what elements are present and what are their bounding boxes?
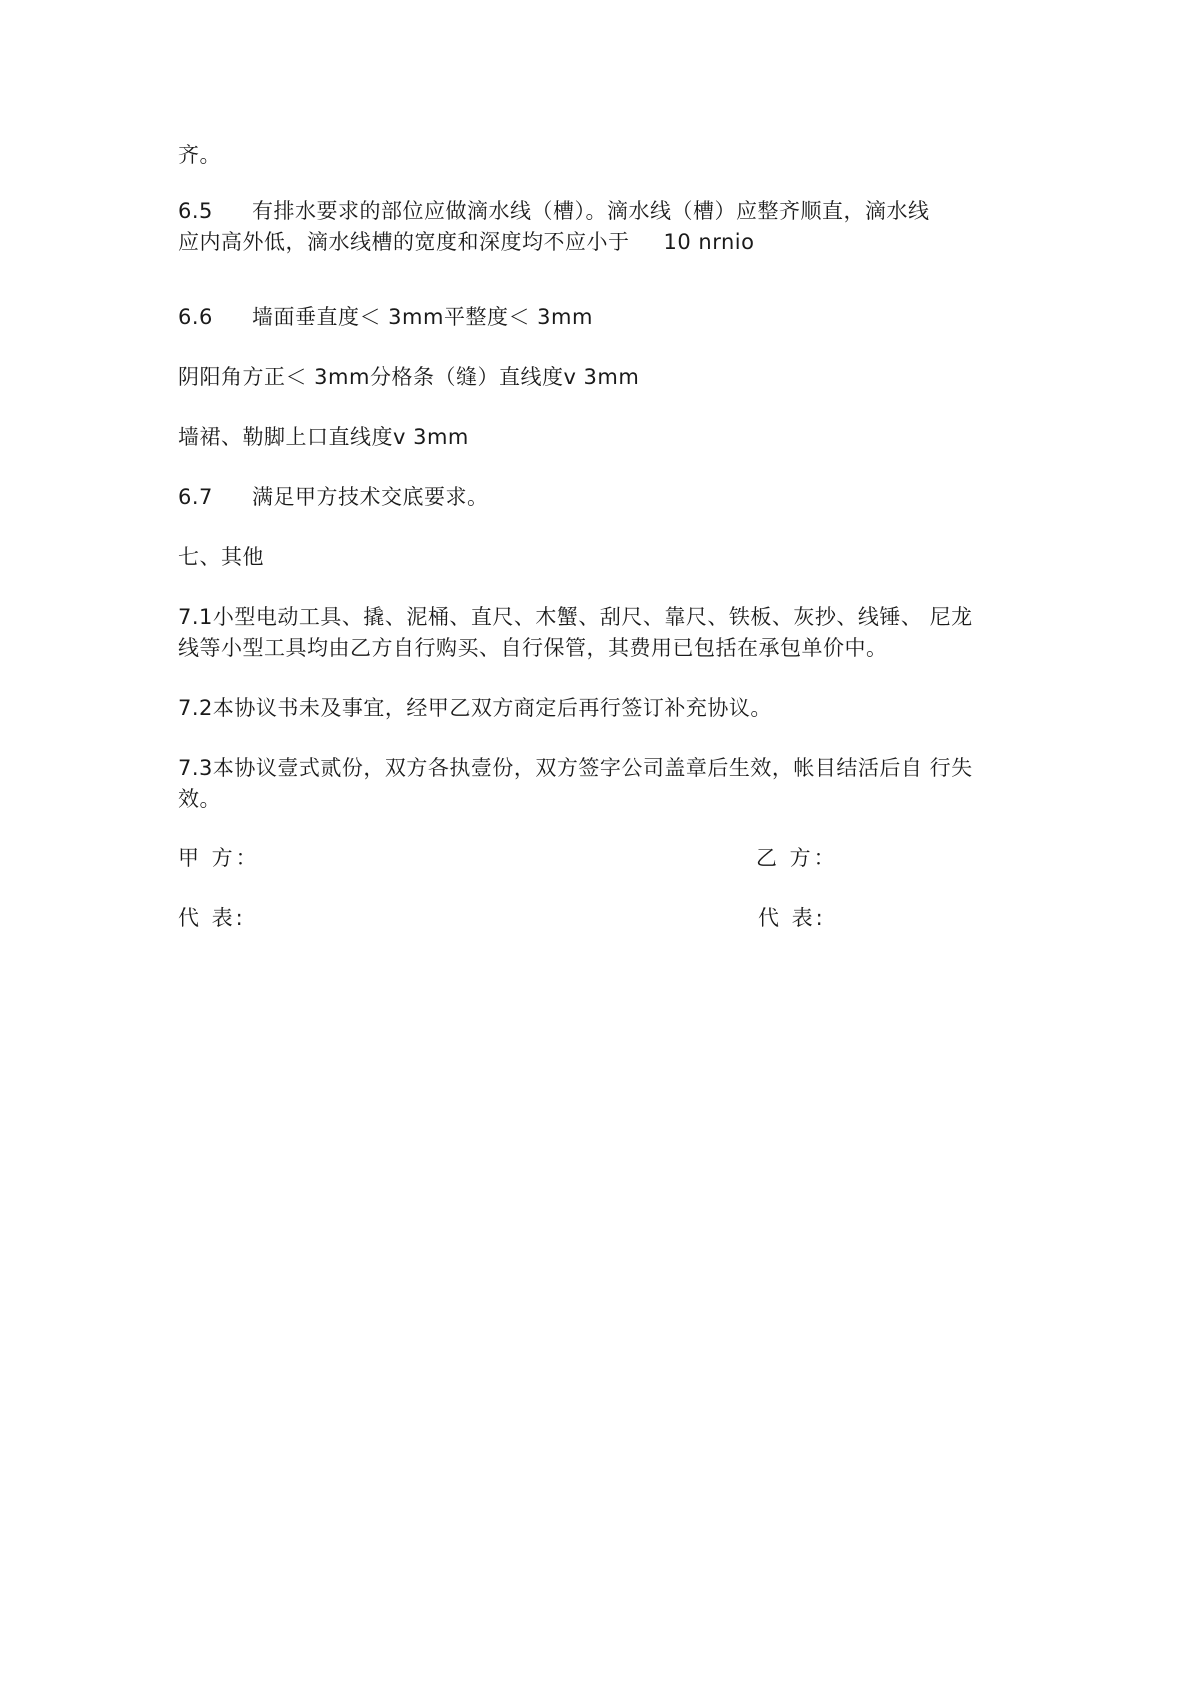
clause-6-5-continued	[178, 227, 754, 257]
clause-6-6	[178, 302, 593, 332]
clause-number: 6.5	[178, 199, 213, 223]
clause-6-7	[178, 482, 489, 512]
text-line: 7.1小型电动工具、撬、泥桶、直尺、木蟹、刮尺、靠尺、铁板、灰抄、线锤、 尼龙	[178, 605, 973, 629]
clause-text: 满足甲方技术交底要求。	[252, 485, 489, 509]
tolerance-line-2	[178, 422, 469, 452]
clause-7-1-continued	[178, 633, 888, 663]
clause-7-3-continued	[178, 784, 221, 814]
party-b-representative-label: 代 表:	[758, 906, 826, 930]
clause-7-2	[178, 693, 772, 723]
clause-text: 应内高外低，滴水线槽的宽度和深度均不应小于	[178, 230, 630, 254]
clause-number: 6.7	[178, 485, 213, 509]
text-line: 齐。	[178, 143, 221, 167]
clause-7-1	[178, 602, 973, 632]
clause-6-5	[178, 196, 930, 226]
clause-text: 有排水要求的部位应做滴水线（槽）。滴水线（槽）应整齐顺直，滴水线	[252, 199, 930, 223]
clause-value: 10 nrnio	[663, 230, 755, 254]
text-line: 效。	[178, 787, 221, 811]
party-b-label: 乙 方：	[756, 846, 838, 870]
party-a-representative-label: 代 表:	[178, 906, 246, 930]
clause-7-3	[178, 753, 973, 783]
tolerance-line-1	[178, 362, 639, 392]
section-heading: 七、其他	[178, 545, 264, 569]
clause-number: 6.6	[178, 305, 213, 329]
section-heading-other	[178, 542, 264, 572]
party-a-label: 甲 方：	[178, 846, 260, 870]
clause-text: 墙面垂直度＜ 3mm平整度＜ 3mm	[252, 305, 593, 329]
paragraph-continuation	[178, 140, 221, 170]
text-line: 墙裙、勒脚上口直线度v 3mm	[178, 425, 469, 449]
text-line: 阴阳角方正＜ 3mm分格条（缝）直线度v 3mm	[178, 365, 640, 389]
text-line: 7.2本协议书未及事宜，经甲乙双方商定后再行签订补充协议。	[178, 696, 772, 720]
text-line: 线等小型工具均由乙方自行购买、自行保管，其费用已包括在承包单价中。	[178, 636, 888, 660]
text-line: 7.3本协议壹式贰份，双方各执壹份，双方签字公司盖章后生效，帐目结活后自 行失	[178, 756, 973, 780]
